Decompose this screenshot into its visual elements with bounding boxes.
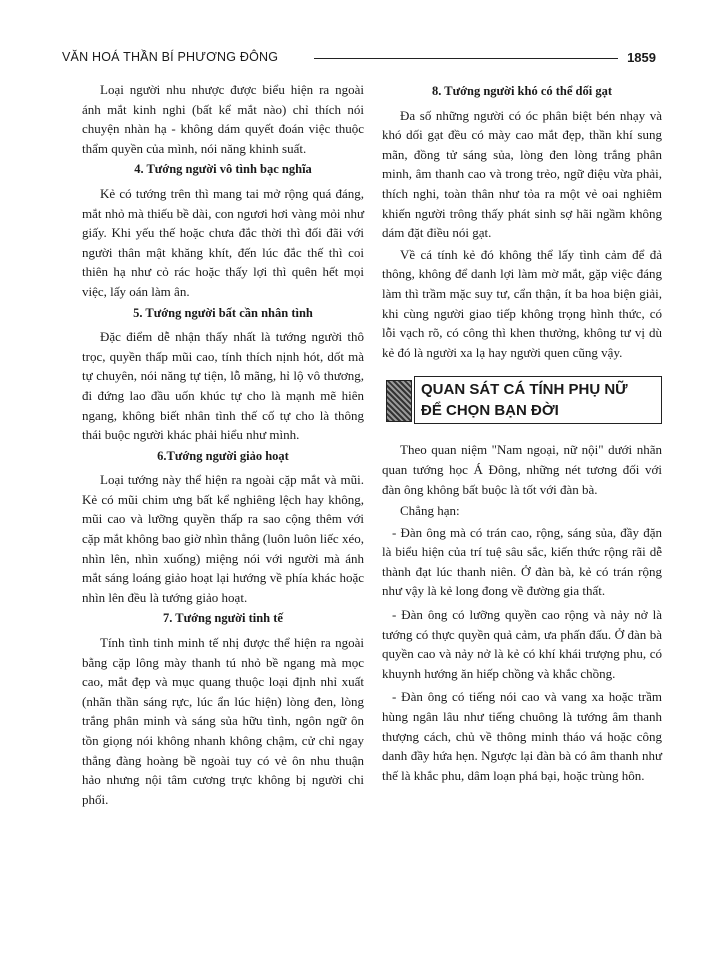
section-5-paragraph: Đặc điểm dễ nhận thấy nhất là tướng người thô trọc, quyền thấp mũi cao, tính thích nịnh hót, dốt mà tự chuyên, nói năng tự tiện, lỗ mãng, hỉ lộ vô thương, đi đứng lao đầu uốn khúc tự cho là mạnh mẽ hiên ngang, không biết nhân tình thế cố tự cho là thông thái buộc người khác phải hiểu như mình. xyxy=(82,329,364,443)
page-number: 1859 xyxy=(627,50,656,65)
section-8-heading: 8. Tướng người khó có thể dối gạt xyxy=(431,84,613,98)
example-item-2: - Đàn ông có lưỡng quyền cao rộng và nảy nở là tướng có thực quyền quả cảm, ưa phấn đấu. Ở đàn bà quyền cao và nảy nở là kẻ có khí khái trượng phu, có khuynh hướng ăn hiếp chồng và khắc chồng. xyxy=(382,607,662,681)
section-8-paragraph-1: Đa số những người có óc phân biệt bén nhạy và khó dối gạt đều có mày cao mắt đẹp, thần khí sung mãn, đồng tử sáng sủa, lòng đen lòng trắng phân minh, âm thanh cao và trong trẻo, ngữ điệu vừa phải, thích nghi, toàn thân như tỏa ra một vẻ oai nghiêm khiến người trông thấy phát sinh sợ hãi ngầm không dám đặt điều nói gạt. xyxy=(382,107,662,241)
running-title: VĂN HOÁ THẦN BÍ PHƯƠNG ĐÔNG xyxy=(62,50,279,64)
left-column xyxy=(82,80,364,811)
section-4-paragraph: Kẻ có tướng trên thì mang tai mở rộng quá đáng, mắt nhỏ mà thiếu bề dài, con ngươi hơi vàng mỏi như giấy. Khi yếu thế hoặc chưa đắc thời thì đối đãi với người thân mật khăng khít, đến lúc đắc thế thì coi thiên hạ như cỏ rác hoặc thấy lợi thì quên hết mọi việc, lấy oán làm ân. xyxy=(82,185,364,299)
example-item-1: - Đàn ông mà có trán cao, rộng, sáng sủa, đầy đặn là biểu hiện của trí tuệ sâu sắc, kiến thức rộng rãi dễ thành đạt lúc thanh niên. Ở đàn bà, kẻ có trán rộng như vậy là kẻ long đong về đường gia thất. xyxy=(382,524,662,599)
chapter-intro-paragraph: Theo quan niệm "Nam ngoại, nữ nội" dưới nhãn quan tướng học Á Đông, những nét tương đối với đàn ông không bất buộc là tốt với đàn bà. xyxy=(382,442,662,497)
page-header xyxy=(62,50,656,70)
section-7-heading: 7. Tướng người tinh tế xyxy=(163,611,283,626)
header-divider xyxy=(314,58,618,59)
section-4-heading: 4. Tướng người vô tình bạc nghĩa xyxy=(134,162,312,177)
section-7-paragraph: Tính tình tinh minh tế nhị được thể hiện ra ngoài bằng cặp lông mày thanh tú nhỏ bề ngang mà mọc cao, mắt đẹp và mục quang thuộc loại định nhỉ xuất (nhãn thần sáng rực, lúc ẩn lúc hiện) lòng đen, lòng trắng phân minh và sáng sủa hữu tình, ngôn ngữ ôn tồn giọng nói không nhanh không chậm, cử chỉ ngay thẳng đàng hoàng bề ngoài tuy có vẻ ôn nhu thuận hảo nhưng nội tâm cương trực không bị người chi phối. xyxy=(82,635,364,807)
chapter-heading-box xyxy=(382,376,662,428)
right-column xyxy=(382,80,662,789)
section-8-paragraph-2: Về cá tính kẻ đó không thể lấy tình cảm để đả thông, không để danh lợi làm mờ mắt, gặp việc đáng làm thì trầm mặc suy tư, cẩn thận, ít ba hoa biện giải, khi cùng người giao tiếp không trọng hình thức, có lỗi vạch rõ, có công thì khen thưởng, không tư vị dù kẻ đó là người xa lạ hay người quen cũng vậy. xyxy=(382,246,662,360)
example-label: Chẳng hạn: xyxy=(400,503,460,519)
section-6-paragraph: Loại tướng này thể hiện ra ngoài cặp mắt và mũi. Kẻ có mũi chim ưng bất kể nghiêng lệch hay không, mũi cao và lưỡng quyền thấp ra sao cộng thêm với cặp mắt không bao giờ nhìn thẳng (luôn luôn liếc xéo, nhìn lên, nhìn xuống) miệng nói với người mà ánh mắt sáng loáng giảo hoạt lại hướng về phía khác hoặc nhìn lên đều là tướng giảo hoạt. xyxy=(82,472,364,605)
section-5-heading: 5. Tướng người bất cần nhân tình xyxy=(133,305,313,320)
example-item-3: - Đàn ông có tiếng nói cao và vang xa hoặc trầm hùng ngân lâu như tiếng chuông là tướng âm thanh thượng cách, chủ về thông minh tháo vá hoặc công danh đầy hứa hẹn. Ngược lại đàn bà có âm thanh như thế là khắc phu, dâm loạn phá bại, hoặc trùng hôn. xyxy=(382,689,662,783)
intro-paragraph: Loại người nhu nhược được biểu hiện ra ngoài ánh mắt kinh nghi (bất kể mắt nào) chỉ thích nói chuyện nhàn hạ - không dám quyết đoán việc thuộc thẩm quyền của mình, nói năng khinh suất. xyxy=(82,82,364,156)
section-6-heading: 6.Tướng người giảo hoạt xyxy=(157,448,289,463)
chapter-heading-frame xyxy=(414,376,662,424)
chapter-heading-line-1: QUAN SÁT CÁ TÍNH PHỤ NỮ xyxy=(421,381,628,399)
chapter-heading-line-2: ĐỂ CHỌN BẠN ĐỜI xyxy=(421,402,559,420)
ornament-icon xyxy=(386,380,412,422)
